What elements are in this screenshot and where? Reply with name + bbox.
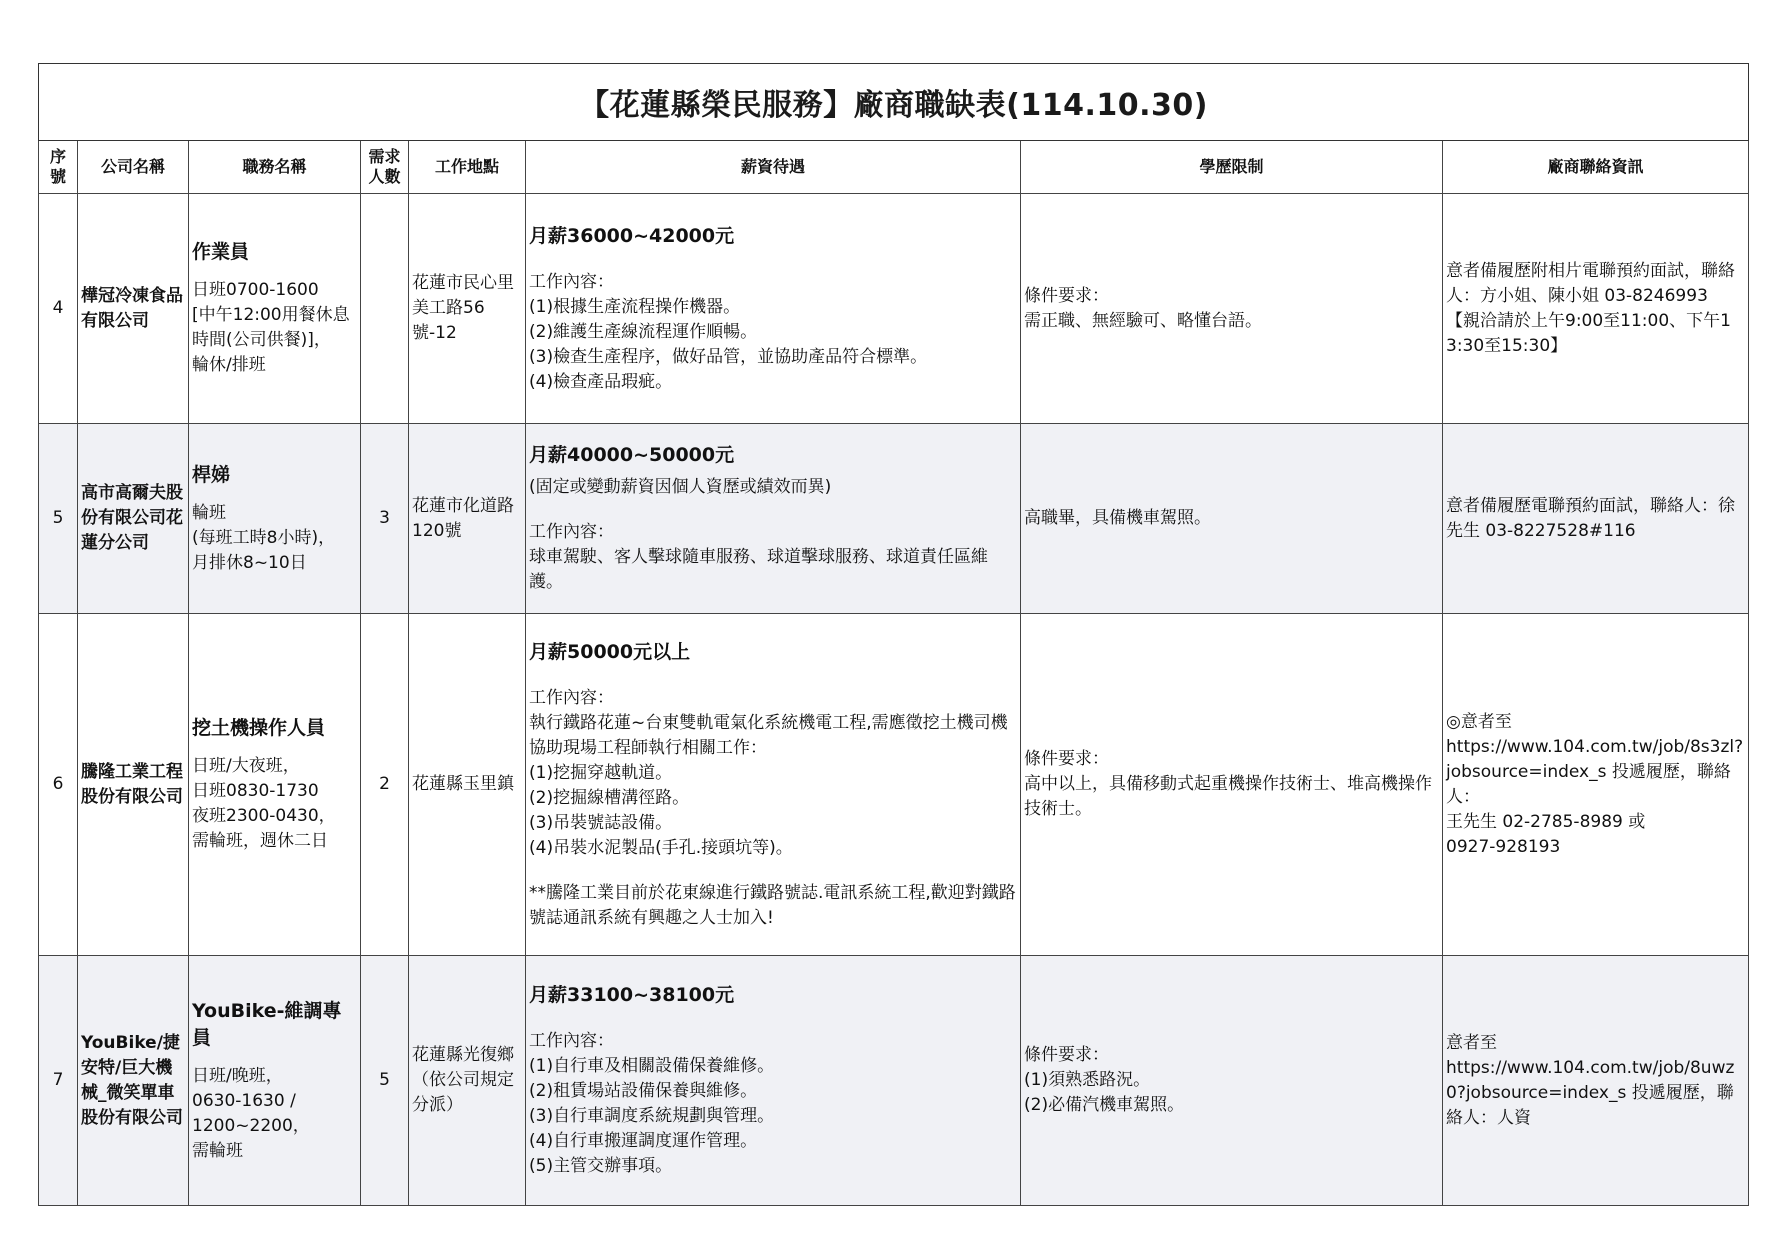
duties-label: 工作內容： [529, 687, 614, 708]
education-line: 高職畢，具備機車駕照。 [1024, 508, 1211, 528]
duty-item: 球車駕駛、客人擊球隨車服務、球道擊球服務、球道責任區維護。 [529, 547, 988, 592]
duty-item: (5)主管交辦事項。 [529, 1156, 673, 1176]
header-no-line: 號 [49, 167, 66, 186]
cell-salary [526, 614, 1021, 956]
cell-location: 花蓮市民心里美工路56號-12 [409, 194, 526, 424]
position-detail: 日班0830-1730 [192, 781, 319, 801]
cell-position [189, 614, 361, 956]
duty-item: (4)自行車搬運調度運作管理。 [529, 1131, 758, 1151]
header-no-line: 序 [49, 147, 66, 166]
header-count-line: 人數 [368, 167, 401, 186]
cell-no: 7 [39, 956, 78, 1206]
cell-company: 樺冠冷凍食品有限公司 [78, 194, 189, 424]
header-row [39, 141, 1749, 194]
position-detail: 0630-1630 / [192, 1090, 296, 1111]
header-salary: 薪資待遇 [526, 141, 1021, 194]
salary-note: (固定或變動薪資因個人資歷或績效而異) [529, 477, 832, 497]
position-detail: 需輪班 [192, 1140, 243, 1161]
duty-item: (2)租賃場站設備保養與維修。 [529, 1081, 758, 1101]
duty-item: (3)吊裝號誌設備。 [529, 812, 673, 833]
contact-line: ◎意者至 [1446, 711, 1512, 732]
position-detail: 夜班2300-0430， [192, 806, 336, 826]
cell-location: 花蓮市化道路120號 [409, 424, 526, 614]
contact-line: 0927-928193 [1446, 836, 1561, 857]
education-line: 高中以上，具備移動式起重機操作技術士、堆高機操作技術士。 [1024, 774, 1432, 819]
duty-item: (3)自行車調度系統規劃與管理。 [529, 1106, 775, 1126]
header-contact: 廠商聯絡資訊 [1443, 141, 1749, 194]
position-detail: 輪休/排班 [192, 355, 266, 375]
header-count-line: 需求 [368, 147, 401, 166]
extra-note: **騰隆工業目前於花東線進行鐵路號誌.電訊系統工程,歡迎對鐵路號誌通訊系統有興趣之人士加入! [529, 882, 1016, 928]
cell-location: 花蓮縣光復鄉（依公司規定分派） [409, 956, 526, 1206]
cell-contact [1443, 956, 1749, 1206]
header-no [39, 141, 78, 194]
contact-line: 意者至 [1446, 1032, 1497, 1053]
cell-count [361, 194, 409, 424]
salary-title: 月薪50000元以上 [529, 640, 691, 663]
position-detail: 日班/晚班， [192, 1065, 283, 1086]
position-title: 桿娣 [192, 463, 231, 486]
duty-item: (2)挖掘線槽溝徑路。 [529, 787, 690, 808]
cell-contact [1443, 194, 1749, 424]
position-detail: 1200~2200， [192, 1115, 310, 1136]
cell-education [1021, 194, 1443, 424]
table-row [39, 614, 1749, 956]
header-company: 公司名稱 [78, 141, 189, 194]
page-title: 【花蓮縣榮民服務】廠商職缺表(114.10.30) [39, 64, 1749, 141]
job-vacancy-sheet [38, 63, 1748, 1206]
cell-education [1021, 956, 1443, 1206]
duty-item: (1)根據生產流程操作機器。 [529, 296, 741, 317]
position-detail: 日班0700-1600 [192, 280, 319, 300]
duty-item: (2)維護生產線流程運作順暢。 [529, 321, 758, 342]
cell-company: YouBike/捷安特/巨大機械_微笑單車股份有限公司 [78, 956, 189, 1206]
duties-label: 工作內容： [529, 271, 614, 292]
header-education: 學歷限制 [1021, 141, 1443, 194]
education-line: 條件要求： [1024, 1045, 1109, 1065]
duty-item: (3)檢查生產程序，做好品管，並協助產品符合標準。 [529, 346, 928, 367]
cell-location: 花蓮縣玉里鎮 [409, 614, 526, 956]
salary-title: 月薪36000~42000元 [529, 224, 735, 247]
salary-title: 月薪33100~38100元 [529, 984, 735, 1006]
education-line: 需正職、無經驗可、略懂台語。 [1024, 310, 1262, 331]
cell-count: 3 [361, 424, 409, 614]
cell-position [189, 956, 361, 1206]
contact-line: 【親洽請於上午9:00至11:00、下午13:30至15:30】 [1446, 310, 1731, 356]
position-title: 作業員 [192, 241, 250, 263]
table-row [39, 194, 1749, 424]
cell-position [189, 194, 361, 424]
position-detail: 月排休8~10日 [192, 552, 307, 573]
contact-line: 意者備履歷電聯預約面試，聯絡人：徐先生 03-8227528#116 [1446, 495, 1735, 541]
contact-line: 王先生 02-2785-8989 或 [1446, 811, 1646, 832]
table-row [39, 956, 1749, 1206]
contact-line: 意者備履歷附相片電聯預約面試，聯絡人：方小姐、陳小姐 03-8246993 [1446, 260, 1735, 306]
position-title: YouBike-維調專員 [192, 999, 342, 1049]
education-line: (2)必備汽機車駕照。 [1024, 1095, 1185, 1115]
duty-item: (1)挖掘穿越軌道。 [529, 762, 673, 783]
header-count [361, 141, 409, 194]
cell-contact [1443, 614, 1749, 956]
cell-contact [1443, 424, 1749, 614]
cell-salary [526, 424, 1021, 614]
cell-education [1021, 424, 1443, 614]
header-position: 職務名稱 [189, 141, 361, 194]
education-line: 條件要求： [1024, 749, 1109, 769]
cell-salary [526, 956, 1021, 1206]
cell-company: 高市高爾夫股份有限公司花蓮分公司 [78, 424, 189, 614]
cell-salary [526, 194, 1021, 424]
position-detail: (每班工時8小時)， [192, 527, 336, 548]
position-detail: 需輪班，週休二日 [192, 831, 328, 851]
table-body [39, 194, 1749, 1206]
duty-item: (1)自行車及相關設備保養維修。 [529, 1056, 775, 1076]
job-table [38, 63, 1749, 1206]
duties-label: 工作內容： [529, 522, 614, 542]
contact-line: https://www.104.com.tw/job/8uwz0?jobsource=index_s 投遞履歷，聯絡人：人資 [1446, 1057, 1735, 1128]
position-title: 挖土機操作人員 [192, 717, 326, 739]
cell-education [1021, 614, 1443, 956]
duty-item: 執行鐵路花蓮~台東雙軌電氣化系統機電工程,需應徵挖土機司機協助現場工程師執行相關工作： [529, 712, 1008, 758]
cell-no: 4 [39, 194, 78, 424]
cell-count: 2 [361, 614, 409, 956]
duty-item: (4)檢查產品瑕疵。 [529, 371, 673, 392]
education-line: (1)須熟悉路況。 [1024, 1070, 1151, 1090]
cell-no: 5 [39, 424, 78, 614]
salary-title: 月薪40000~50000元 [529, 444, 735, 466]
header-location: 工作地點 [409, 141, 526, 194]
position-detail: [中午12:00用餐休息時間(公司供餐)]， [192, 305, 350, 350]
duty-item: (4)吊裝水泥製品(手孔.接頭坑等)。 [529, 837, 793, 858]
education-line: 條件要求： [1024, 285, 1109, 306]
duties-label: 工作內容： [529, 1031, 614, 1051]
position-detail: 輪班 [192, 502, 226, 523]
position-detail: 日班/大夜班， [192, 756, 300, 776]
cell-no: 6 [39, 614, 78, 956]
table-row [39, 424, 1749, 614]
cell-position [189, 424, 361, 614]
cell-count: 5 [361, 956, 409, 1206]
cell-company: 騰隆工業工程股份有限公司 [78, 614, 189, 956]
contact-line: https://www.104.com.tw/job/8s3zl?jobsource=index_s 投遞履歷，聯絡人： [1446, 736, 1744, 807]
